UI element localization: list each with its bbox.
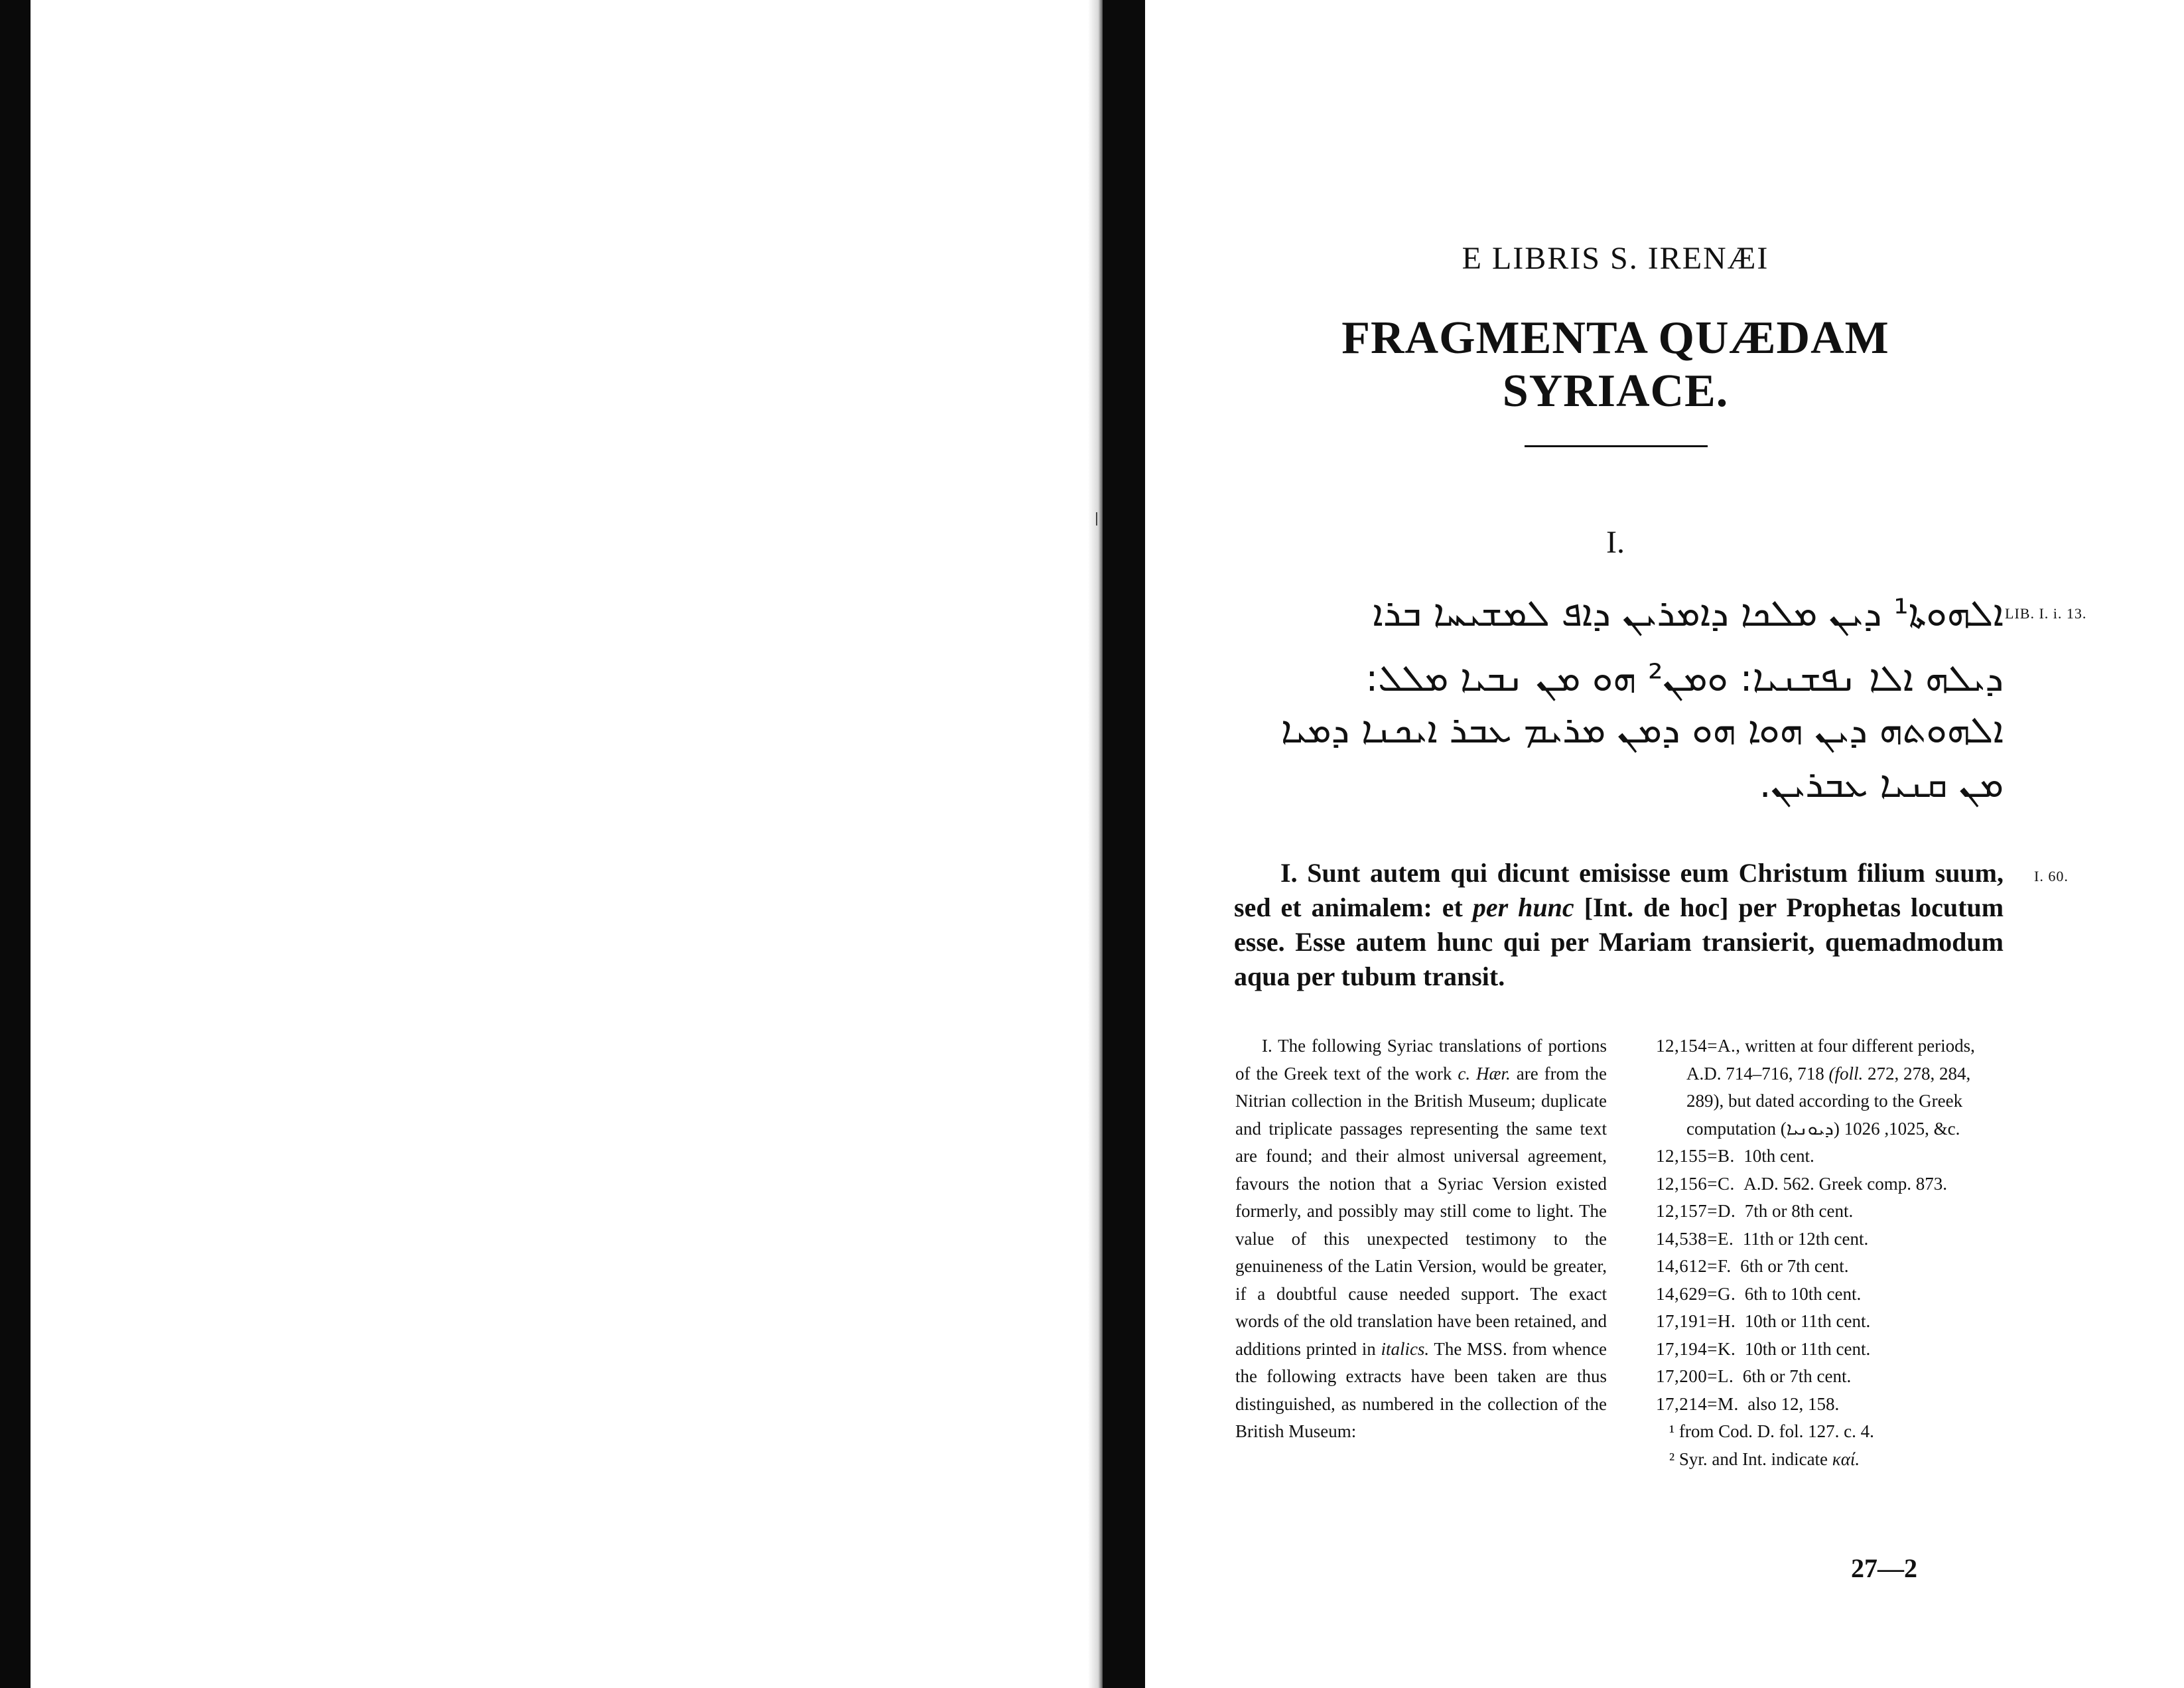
- footnote-2-italic: καί.: [1832, 1448, 1860, 1469]
- ms-desc: written at four different periods,: [1745, 1036, 1975, 1056]
- latin-italic: per hunc: [1472, 892, 1574, 922]
- manuscript-entry-g: [1656, 1281, 2004, 1308]
- running-head-line1: E LIBRIS S. IRENÆI: [1462, 241, 1769, 276]
- footnote-column-left: [1235, 1032, 1607, 1446]
- ms-desc: 6th to 10th cent.: [1744, 1283, 1862, 1304]
- footnote-2: [1656, 1446, 2004, 1474]
- ms-era: A.D.: [1743, 1173, 1779, 1194]
- ms-desc: 7th or 8th cent.: [1744, 1201, 1854, 1221]
- ms-code: 14,629=G.: [1656, 1283, 1736, 1304]
- manuscript-entry-f: [1656, 1253, 2004, 1281]
- footnote-1: ¹ from Cod. D. fol. 127. c. 4.: [1669, 1421, 1874, 1441]
- ms-code: 12,156=C.: [1656, 1173, 1735, 1194]
- note-italic-word: italics.: [1381, 1338, 1430, 1359]
- ms-code: 17,200=L.: [1656, 1366, 1734, 1386]
- gutter-edge: [1088, 0, 1103, 1688]
- ms-code: 17,194=K.: [1656, 1338, 1736, 1359]
- book-gutter: [1103, 0, 1145, 1688]
- manuscript-entry-h: [1656, 1308, 2004, 1336]
- manuscript-entry-m: [1656, 1391, 2004, 1419]
- ms-desc: 11th or 12th cent.: [1742, 1228, 1869, 1249]
- page-mark: [1096, 512, 1097, 526]
- manuscript-entry-l: [1656, 1363, 2004, 1391]
- ms-desc: also 12, 158.: [1747, 1393, 1840, 1414]
- manuscript-entry-b: [1656, 1143, 2004, 1170]
- margin-reference-lib: LIB. I. i. 13.: [2005, 605, 2087, 622]
- ms-desc-italic: (foll.: [1828, 1063, 1864, 1084]
- note-number: I.: [1262, 1036, 1272, 1056]
- ms-code: 14,538=E.: [1656, 1228, 1734, 1249]
- section-number: I.: [1606, 525, 1625, 560]
- latin-text-1: Sunt autem qui dicunt emisisse eum Christum filium suum, sed et animalem: et: [1234, 858, 2004, 922]
- footnote-2-text: ² Syr. and Int. indicate: [1669, 1448, 1828, 1469]
- ms-desc: 10th cent.: [1743, 1146, 1814, 1166]
- manuscript-list: [1656, 1032, 2004, 1473]
- ms-code: 14,612=F.: [1656, 1256, 1732, 1276]
- ms-desc: 6th or 7th cent.: [1740, 1256, 1849, 1276]
- note-text-3: The MSS. from whence the following extracts have been taken are thus distinguished, as numbered in the collection of the British Museum:: [1235, 1338, 1607, 1441]
- page-spine-shadow: [0, 0, 31, 1688]
- latin-number: I.: [1280, 858, 1298, 888]
- header-rule: [1525, 445, 1708, 447]
- syriac-line-3: ܐܠܗܘܬܗ ܕܝܢ ܗܘܐ ܗܘ ܕܡܢ ܡܪܝܡ ܥܒܪ ܐܝܟܢܐ ܕܡܝܐ: [1280, 709, 2004, 752]
- ms-desc: 10th or 11th cent.: [1744, 1338, 1871, 1359]
- latin-text-2: [Int. de hoc] per Prophetas locutum esse. Esse autem hunc qui per Mariam transierit, quemadmodum aqua per tubum transit.: [1234, 892, 2004, 991]
- printer-signature: 27—2: [1851, 1553, 1917, 1583]
- manuscript-entry-d: [1656, 1198, 2004, 1226]
- manuscript-entry-e: [1656, 1226, 2004, 1253]
- ms-era: A.D.: [1686, 1063, 1722, 1084]
- ms-desc: 562. Greek comp. 873.: [1783, 1173, 1947, 1194]
- ms-desc: 272, 278, 284, 289), but dated according to the Greek computation (ܕܝܘܢܝܐ) 1025, 1026, &c.: [1686, 1063, 1971, 1139]
- ms-desc: 6th or 7th cent.: [1742, 1366, 1852, 1386]
- syriac-line-1: ܐܠܗܘܬܐ¹ ܕܝܢ ܡܠܟܐ ܕܐܡܪܝܢ ܕܐܦ ܠܡܫܝܚܐ ܒܪܐ: [1373, 592, 2004, 635]
- ms-code: 17,191=H.: [1656, 1311, 1736, 1331]
- manuscript-entry-a: [1656, 1032, 2004, 1143]
- margin-reference-latin: I. 60.: [2034, 868, 2069, 884]
- ms-code: 12,154=A.,: [1656, 1036, 1741, 1056]
- manuscript-entry-k: [1656, 1336, 2004, 1364]
- ms-code: 12,155=B.: [1656, 1146, 1735, 1166]
- note-text-1: The following Syriac translations of portions of the Greek text of the work: [1235, 1036, 1607, 1084]
- syriac-line-4: ܡܢ ܩܢܝܐ ܥܒܪܝܢ.: [1759, 763, 2004, 806]
- latin-paragraph: [1234, 856, 2004, 994]
- ms-desc: 10th or 11th cent.: [1744, 1311, 1871, 1331]
- running-head-title: FRAGMENTA QUÆDAM SYRIACE.: [1341, 313, 1889, 417]
- note-italic-work: c. Hær.: [1458, 1063, 1511, 1084]
- ms-code: 12,157=D.: [1656, 1201, 1736, 1221]
- manuscript-entry-c: [1656, 1170, 2004, 1198]
- ms-desc: 714–716, 718: [1726, 1063, 1824, 1084]
- note-text-2: are from the Nitrian collection in the British Museum; duplicate and triplicate passages representing the same text are found; and their almost universal agreement, favours the notion that a Syriac Version existed formerly, and possibly may still come to light. The value of this unexpected testimony to the genuineness of the Latin Version, would be greater, if a doubtful cause needed support. The exact words of the old translation have been retained, and additions printed in: [1235, 1063, 1607, 1359]
- ms-code: 17,214=M.: [1656, 1393, 1739, 1414]
- syriac-line-2: ܕܝܠܗ ܐܠܐ ܢܦܫܢܝܐ: ܘܡܢ² ܗܘ ܡܢ ܢܒܝܐ ܡܠܠ:: [1365, 657, 2004, 700]
